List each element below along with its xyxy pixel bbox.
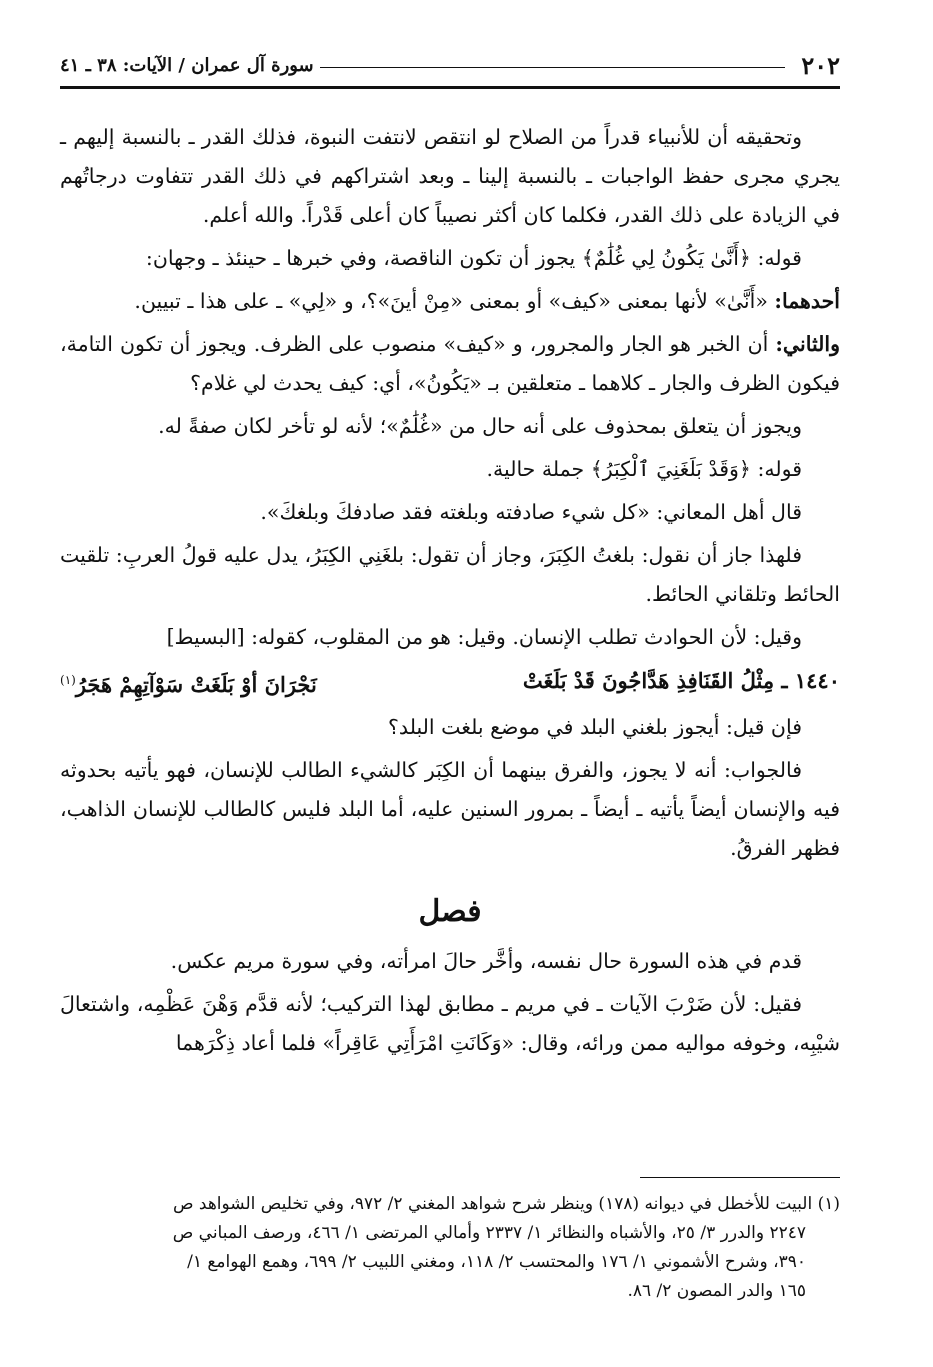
paragraph: قوله: ﴿وَقَدْ بَلَغَنِيَ ٱلْكِبَرُ﴾ جملة حالية. [486,457,802,481]
paragraph: فقيل: لأن ضَرْبَ الآيات ـ في مريم ـ مطابق لهذا التركيب؛ لأنه قدَّم وَهْنَ عَظْمِه، واشتعالَ شيْبِه، وخوفه مواليه ممن ورائه، وقال: «وَكَانَتِ امْرَأَتِي عَاقِراً» فلما أعاد ذِكْرَهما [60,992,840,1055]
paragraph: فالجواب: أنه لا يجوز، والفرق بينهما أن الكِبَر كالشيء الطالب للإنسان، فهو يأتيه بحدوثه فيه والإنسان أيضاً يأتيه ـ أيضاً ـ بمرور السنين عليه، أما البلد فليس كالطالب للإنسان الذاهب، فظهر الفرقُ. [60,758,840,860]
section-heading: فصل [418,894,482,929]
paragraph-text: أن الخبر هو الجار والمجرور، و «كيف» منصوب على الظرف. ويجوز أن تكون التامة، فيكون الظرف والجار ـ كلاهما ـ متعلقين بـ «يَكُونُ»، أي: كيف يحدث لي غلام؟ [60,332,840,395]
footnote-line: ٣٩٠، وشرح الأشموني ١/ ١٧٦ والمحتسب ٢/ ١١٨، ومغني اللبيب ٢/ ٦٩٩، وهمع الهوامع ١/ [187,1252,806,1272]
main-text [60,118,840,1067]
footnote-line: ١٦٥ والدر المصون ٢/ ٨٦. [627,1281,806,1301]
page-header [60,44,840,89]
poem-verse [60,661,840,704]
running-title: سورة آل عمران / الآيات: ٣٨ ـ ٤١ [60,54,314,76]
paragraph: فلهذا جاز أن نقول: بلغتُ الكِبَرَ، وجاز أن تقول: بلغَنِي الكِبَرُ، يدل عليه قولُ العربِ: تلقيت الحائط وتلقاني الحائط. [60,543,840,606]
paragraph: قال أهل المعاني: «كل شيء صادفته وبلغته فقد صادفكَ وبلغكَ». [260,500,802,524]
poem-second-hemistich: نَجْرَانَ أوْ بَلَغَتْ سَوْآتِهِمْ هَجَرُ$^{(١)}$ [60,672,317,697]
paragraph: قوله: ﴿أَنَّىٰ يَكُونُ لِي غُلَٰمٌ﴾ يجوز أن تكون الناقصة، وفي خبرها ـ حينئذ ـ وجهان: [145,246,802,270]
footnote [60,1190,840,1306]
paragraph: وتحقيقه أن للأنبياء قدراً من الصلاح لو انتقص لانتفت النبوة، فذلك القدر ـ بالنسبة إليهم ـ يجري مجرى حفظ الواجبات ـ بالنسبة إلينا ـ وبعد اشتراكهم في ذلك القدر تتفاوت درجاتُهم في الزيادة على ذلك القدر، فكلما كان أكثر نصيباً كان أعلى قَدْراً. والله أعلم. [60,125,840,227]
poem-first-hemistich: ١٤٤٠ ـ مِثْلُ القَنَافِذِ هَدَّاجُونَ قَدْ بَلَغَتْ [522,668,840,693]
paragraph: قدم في هذه السورة حال نفسه، وأخَّر حالَ امرأته، وفي سورة مريم عكس. [170,949,802,973]
paragraph-lead: أحدهما: [774,289,840,313]
paragraph [60,282,840,321]
footnote-line: ٢٢٤٧ والدرر ٣/ ٢٥، والأشباه والنظائر ١/ ٢٣٣٧ وأمالي المرتضى ١/ ٤٦٦، ورصف المباني ص [172,1223,806,1243]
page-number: ٢٠٢ [801,50,840,80]
footnote-ref: (١) [60,673,76,687]
verse-number: ١٤٤٠ ـ [781,668,840,693]
paragraph: فإن قيل: أيجوز بلغني البلد في موضع بلغت البلد؟ [388,715,802,739]
footnote-divider [640,1177,840,1178]
header-rule [320,67,786,68]
footnote-line: (١) البيت للأخطل في ديوانه (١٧٨) وينظر شرح شواهد المغني ٢/ ٩٧٢، وفي تخليص الشواهد ص [172,1194,840,1214]
paragraph-text: «أَنَّىٰ» لأنها بمعنى «كيف» أو بمعنى «مِنْ أينَ»؟، و «لِي» ـ على هذا ـ تبيين. [134,289,775,313]
paragraph [60,325,840,403]
paragraph: ويجوز أن يتعلق بمحذوف على أنه حال من «غُلَٰمٌ»؛ لأنه لو تأخر لكان صفةً له. [158,414,802,438]
footnotes [60,1190,840,1306]
paragraph-lead: والثاني: [775,332,840,356]
paragraph: وقيل: لأن الحوادث تطلب الإنسان. وقيل: هو من المقلوب، كقوله: [البسيط] [166,625,802,649]
